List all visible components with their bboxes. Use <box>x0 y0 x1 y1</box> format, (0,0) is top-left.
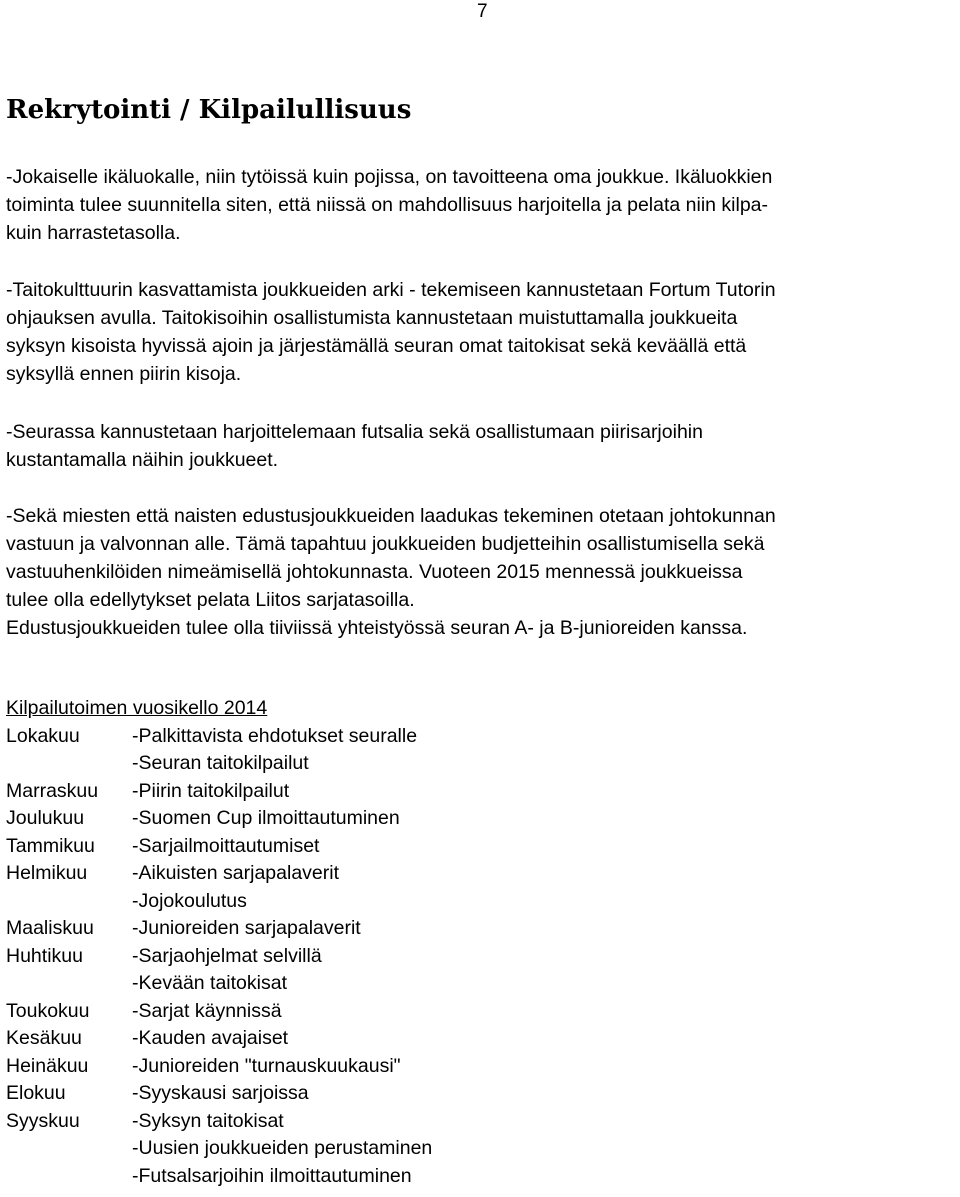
schedule-month: Tammikuu <box>6 834 95 857</box>
schedule-item: -Sarjailmoittautumiset <box>132 834 320 857</box>
text-line: syksyn kisoista hyvissä ajoin ja järjestämällä seuran omat taitokisat sekä keväällä että <box>6 335 747 357</box>
schedule-row <box>6 943 432 998</box>
text-line: vastuun ja valvonnan alle. Tämä tapahtuu joukkueiden budjetteihin osallistumisella sekä <box>6 533 765 555</box>
schedule-month: Maaliskuu <box>6 917 94 939</box>
paragraph-representative-teams <box>6 502 958 642</box>
page-number: 7 <box>477 1 488 22</box>
schedule-title: Kilpailutoimen vuosikello 2014 <box>6 697 268 719</box>
schedule-item: -Aikuisten sarjapalaverit <box>132 862 340 884</box>
schedule-row <box>6 860 432 915</box>
schedule-item: -Junioreiden sarjapalaverit <box>132 917 361 939</box>
schedule-item: -Seuran taitokilpailut <box>132 752 309 774</box>
text-line: kustantamalla näihin joukkueet. <box>6 449 279 471</box>
schedule-items <box>132 998 282 1026</box>
schedule-month: Joulukuu <box>6 807 85 829</box>
schedule-item: -Kevään taitokisat <box>132 972 288 994</box>
schedule-row <box>6 1025 432 1053</box>
text-line: Edustusjoukkueiden tulee olla tiiviissä yhteistyössä seuran A- ja B-junioreiden kanssa. <box>6 617 748 639</box>
schedule-item: -Junioreiden "turnauskuukausi" <box>132 1054 401 1077</box>
schedule-month: Heinäkuu <box>6 1054 89 1077</box>
paragraph-age-group-teams <box>6 163 958 247</box>
schedule-items <box>132 1053 401 1081</box>
schedule-row <box>6 778 432 806</box>
schedule-row <box>6 805 432 833</box>
schedule-items <box>132 723 417 778</box>
schedule-row <box>6 915 432 943</box>
text-line: vastuuhenkilöiden nimeämisellä johtokunnasta. Vuoteen 2015 mennessä joukkueissa <box>6 561 743 583</box>
text-line: kuin harrastetasolla. <box>6 222 181 244</box>
text-line: toiminta tulee suunnitella siten, että niissä on mahdollisuus harjoitella ja pelata niin kilpa- <box>6 194 769 216</box>
schedule-item: -Futsalsarjoihin ilmoittautuminen <box>132 1164 412 1187</box>
schedule-item: -Palkittavista ehdotukset seuralle <box>132 724 418 747</box>
schedule-item: -Kauden avajaiset <box>132 1027 289 1049</box>
schedule-row <box>6 1053 432 1081</box>
text-line: -Sekä miesten että naisten edustusjoukkueiden laadukas tekeminen otetaan johtokunnan <box>6 505 776 527</box>
text-line: -Seurassa kannustetaan harjoittelemaan futsalia sekä osallistumaan piirisarjoihin <box>6 421 703 443</box>
text-line: syksyllä ennen piirin kisoja. <box>6 363 242 385</box>
annual-schedule <box>6 695 432 1190</box>
schedule-month: Toukokuu <box>6 999 90 1022</box>
schedule-item: -Piirin taitokilpailut <box>132 779 290 802</box>
schedule-month: Syyskuu <box>6 1109 80 1132</box>
schedule-row <box>6 723 432 778</box>
schedule-rows <box>6 723 432 1191</box>
section-heading: Rekrytointi / Kilpailullisuus <box>6 95 412 125</box>
schedule-row <box>6 1080 432 1108</box>
schedule-item: -Syksyn taitokisat <box>132 1109 284 1132</box>
schedule-item: -Jojokoulutus <box>132 889 247 912</box>
schedule-row <box>6 833 432 861</box>
text-line: ohjauksen avulla. Taitokisoihin osallistumista kannustetaan muistuttamalla joukkueita <box>6 307 738 329</box>
schedule-items <box>132 915 361 943</box>
schedule-month: Elokuu <box>6 1082 66 1104</box>
schedule-items <box>132 778 289 806</box>
schedule-month: Helmikuu <box>6 862 88 884</box>
text-line: -Jokaiselle ikäluokalle, niin tytöissä kuin pojissa, on tavoitteena oma joukkue. Ikäluokkien <box>6 166 773 188</box>
paragraph-skill-culture <box>6 276 958 388</box>
schedule-items <box>132 943 322 998</box>
text-line: -Taitokulttuurin kasvattamista joukkueiden arki - tekemiseen kannustetaan Fortum Tutorin <box>6 279 776 301</box>
paragraph-futsal <box>6 418 958 474</box>
schedule-items <box>132 833 319 861</box>
schedule-item: -Uusien joukkueiden perustaminen <box>132 1137 433 1159</box>
schedule-items <box>132 805 400 833</box>
schedule-month: Lokakuu <box>6 724 80 747</box>
schedule-row <box>6 1108 432 1191</box>
schedule-items <box>132 1025 288 1053</box>
schedule-item: -Sarjaohjelmat selvillä <box>132 944 322 967</box>
schedule-month: Kesäkuu <box>6 1027 82 1049</box>
schedule-items <box>132 860 339 915</box>
schedule-month: Marraskuu <box>6 779 99 802</box>
schedule-item: -Sarjat käynnissä <box>132 999 282 1022</box>
schedule-item: -Suomen Cup ilmoittautuminen <box>132 807 400 829</box>
schedule-row <box>6 998 432 1026</box>
text-line: tulee olla edellytykset pelata Liitos sarjatasoilla. <box>6 589 415 611</box>
schedule-items <box>132 1108 432 1191</box>
schedule-month: Huhtikuu <box>6 944 83 967</box>
schedule-items <box>132 1080 309 1108</box>
schedule-item: -Syyskausi sarjoissa <box>132 1082 309 1104</box>
